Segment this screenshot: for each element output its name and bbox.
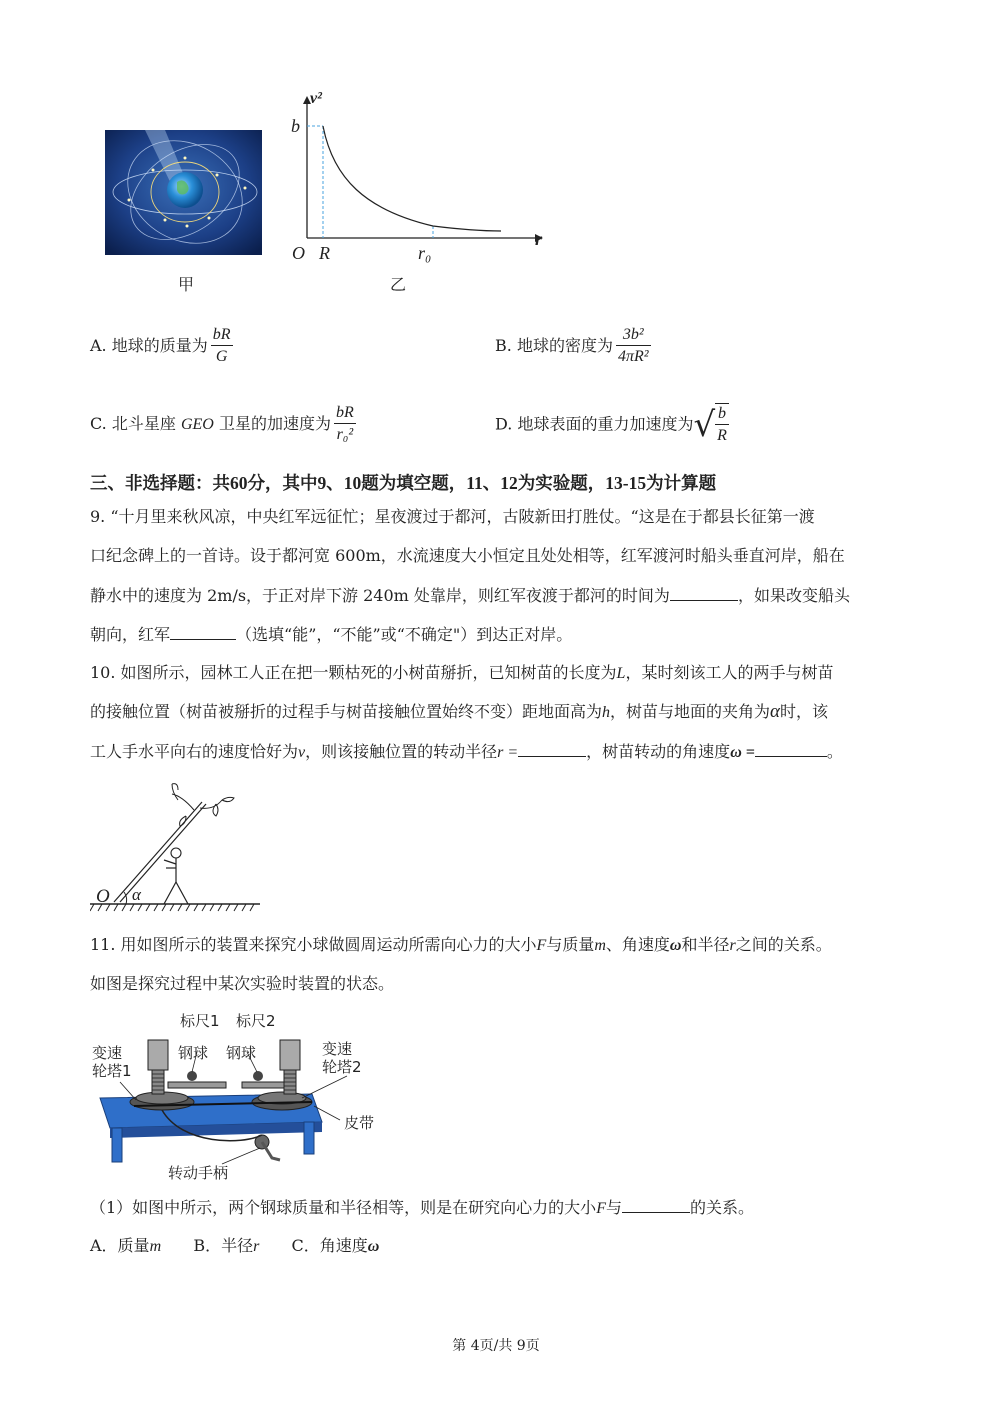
belt-label: 皮带: [344, 1114, 375, 1132]
q9-line2: 口纪念碑上的一首诗。设于都河宽 600m，水流速度大小恒定且处处相等，红军渡河时船头垂直河岸，船在: [90, 546, 845, 565]
figure-yi-caption: 乙: [390, 275, 407, 294]
sapling-figure: [90, 780, 265, 915]
option-a: A. 地球的质量为 $\frac{bR}{G}$: [90, 325, 236, 368]
answer-blank[interactable]: [518, 740, 586, 757]
sqrt-sign: √: [693, 405, 716, 445]
figure-jia-caption: 甲: [178, 275, 195, 294]
q10-line3: 工人手水平向右的速度恰好为v，则该接触位置的转动半径r = ，树苗转动的角速度ω = 。: [90, 742, 843, 761]
centripetal-apparatus: [92, 1010, 392, 1180]
q11-sub1: （1）如图中所示，两个钢球质量和半径相等，则是在研究向心力的大小F与 的关系。: [90, 1198, 754, 1217]
option-b: B. 地球的密度为 $\frac{\text{3b²}}{\text{4πR²}}$: [495, 325, 654, 368]
R-label: R: [319, 243, 330, 263]
section-heading: 三、非选择题：共60分，其中9、10题为填空题，11、12为实验题，13-15为计算题: [90, 473, 717, 494]
q9-line1: 9. “十月里来秋风凉，中央红军远征忙；星夜渡过于都河，古陂新田打胜仗。“这是在于都县长征第一渡: [90, 507, 815, 526]
fraction: $\frac{\text{3b²}}{\text{4πR²}}$: [617, 326, 649, 365]
q10-line1: 10. 如图所示，园林工人正在把一颗枯死的小树苗掰折，已知树苗的长度为L，某时刻该工人的两手与树苗: [90, 663, 834, 682]
q11-line1: 11. 用如图所示的装置来探究小球做圆周运动所需向心力的大小F与质量m、角速度ω和半径r之间的关系。: [90, 935, 832, 954]
tower1-label-a: 变速: [92, 1044, 123, 1062]
answer-blank[interactable]: [755, 740, 827, 757]
q11-sub1-options: [90, 1235, 379, 1258]
page-footer: 第 4页/共 9页: [452, 1338, 540, 1354]
q9-line3: 静水中的速度为 2m/s，于正对岸下游 240m 处靠岸，则红军夜渡于都河的时间为 ，如果改变船头: [90, 586, 850, 605]
q11-line2: 如图是探究过程中某次实验时装置的状态。: [90, 974, 395, 993]
fraction: $\frac{bR}{\text{r₀²}}$: [335, 404, 354, 443]
option-c[interactable]: C．角速度ω: [291, 1236, 380, 1255]
y-axis-label: v²: [310, 90, 322, 107]
answer-blank[interactable]: [170, 623, 236, 640]
v2-r-graph: [285, 88, 550, 268]
satellite-orbit-image: [105, 130, 262, 255]
x-axis-label: r: [535, 229, 543, 249]
q9-line4: 朝向，红军 （选填“能”，“不能”或“不确定"）到达正对岸。: [90, 625, 573, 644]
answer-blank[interactable]: [622, 1196, 690, 1213]
fig-origin-label: O: [96, 886, 110, 907]
option-d: D. 地球表面的重力加速度为√ $\frac{b}{R}$: [495, 405, 727, 445]
ruler1-label: 标尺1: [180, 1012, 220, 1030]
fraction: $\frac{b}{R}$: [715, 403, 729, 447]
q10-line2: 的接触位置（树苗被掰折的过程手与树苗接触位置始终不变）距地面高为h，树苗与地面的夹角为α时，该: [90, 701, 829, 722]
v2-curve: [323, 126, 501, 231]
fig-alpha-label: α: [132, 885, 141, 904]
option-a[interactable]: A．质量m: [90, 1236, 162, 1255]
fraction: $\frac{bR}{G}$: [212, 326, 231, 365]
origin-label: O: [292, 243, 305, 263]
tower2-label-b: 轮塔2: [322, 1058, 362, 1076]
answer-blank[interactable]: [670, 584, 738, 601]
tower2-label-a: 变速: [322, 1040, 353, 1058]
ball2-label: 钢球: [226, 1044, 257, 1062]
handle-label: 转动手柄: [168, 1164, 229, 1182]
option-c: C. 北斗星座 GEO 卫星的加速度为 $\frac{bR}{\text{r₀²}}$: [90, 403, 359, 446]
option-b[interactable]: B．半径r: [193, 1236, 260, 1255]
tower1-label-b: 轮塔1: [92, 1062, 132, 1080]
b-label: b: [291, 116, 300, 136]
r0-label: r₀: [418, 243, 432, 263]
ruler2-label: 标尺2: [236, 1012, 276, 1030]
ball1-label: 钢球: [178, 1044, 209, 1062]
